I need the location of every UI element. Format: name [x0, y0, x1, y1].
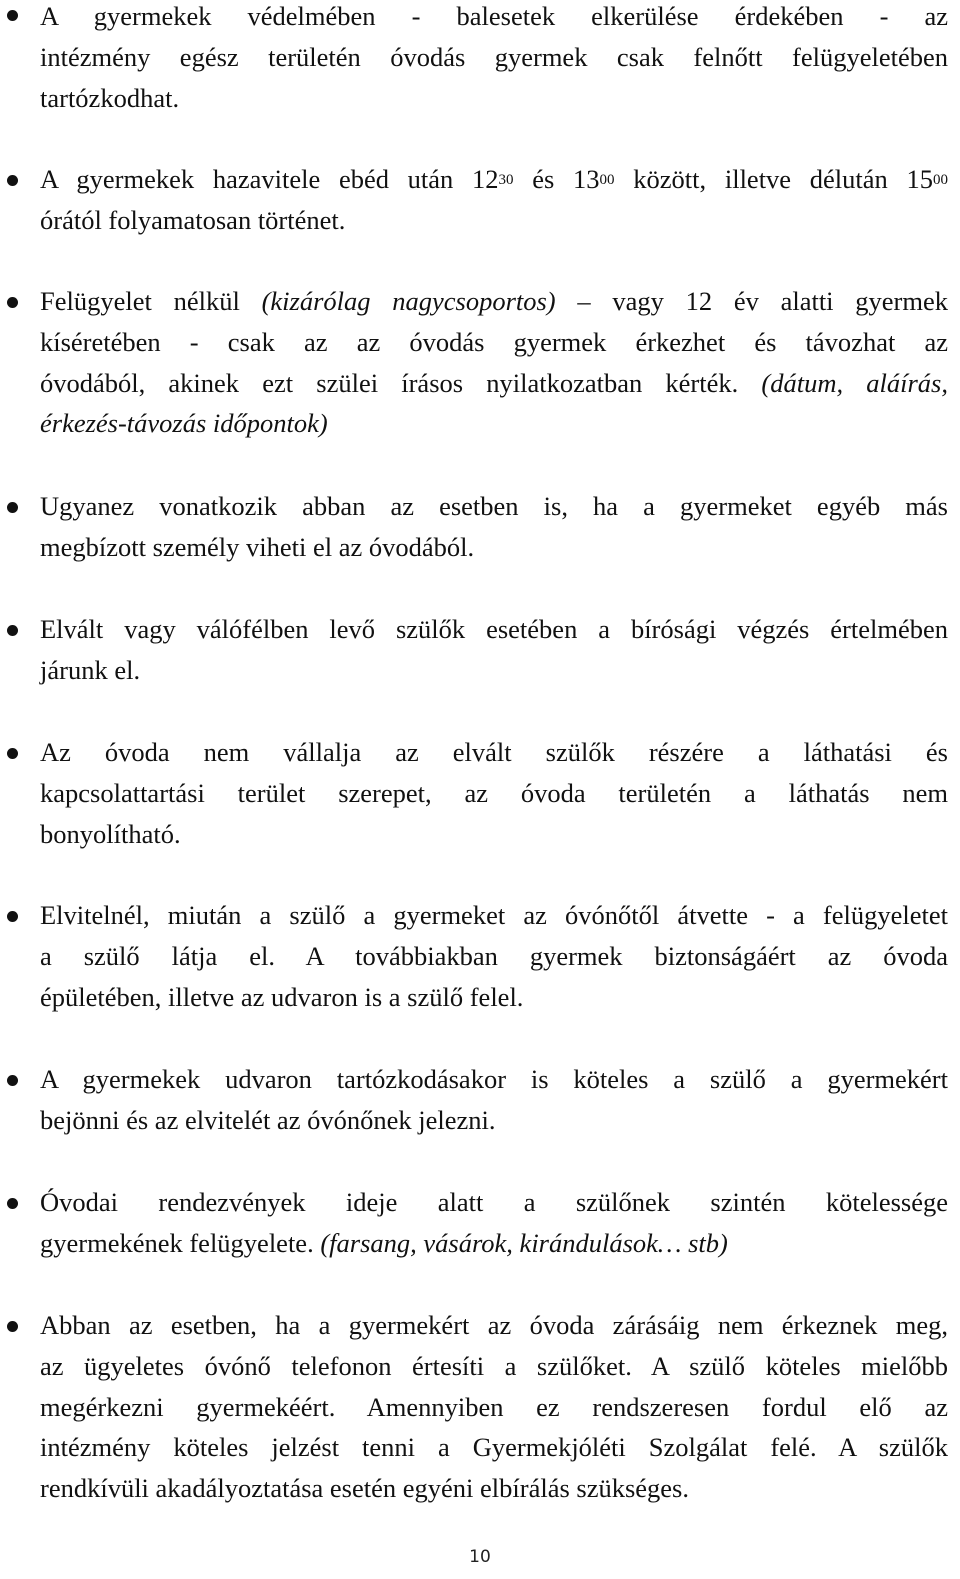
list-item-line: a szülő látja el. A továbbiakban gyermek biztonságáért az óvoda [40, 940, 948, 971]
superscript: 00 [599, 172, 615, 188]
list-item [40, 0, 948, 118]
list-item-line: kíséretében - csak az az óvodás gyermek érkezhet és távozhat az [40, 326, 948, 357]
list-item [40, 281, 948, 444]
list-item-line: az ügyeletes óvónő telefonon értesíti a szülőket. A szülő köteles mielőbb [40, 1350, 948, 1381]
list-item-line: A gyermekek udvaron tartózkodásakor is köteles a szülő a gyermekért [40, 1064, 948, 1094]
bullet-icon [7, 748, 18, 759]
list-item [40, 732, 948, 854]
italic-note: (dátum, aláírás, [761, 367, 948, 398]
list-item-line: Ugyanez vonatkozik abban az esetben is, ha a gyermeket egyéb más [40, 491, 948, 521]
list-item-line [40, 159, 948, 200]
list-item-line: A gyermekek védelmében - balesetek elkerülése érdekében - az [40, 1, 948, 31]
bullet-icon [7, 1321, 18, 1332]
page-number: 10 [469, 1547, 491, 1567]
list-item-line: Elvitelnél, miután a szülő a gyermeket az óvónőtől átvette - a felügyeletet [40, 900, 948, 930]
bullet-icon [7, 1198, 18, 1209]
list-item-line: megérkezni gyermekéért. Amennyiben ez rendszeresen fordul elő az [40, 1391, 948, 1422]
list-item-line: tartózkodhat. [40, 82, 180, 113]
list-item-line: Az óvoda nem vállalja az elvált szülők részére a láthatási és [40, 737, 948, 767]
superscript: 30 [498, 172, 514, 188]
list-item-line: intézmény köteles jelzést tenni a Gyermekjóléti Szolgálat felé. A szülők [40, 1432, 948, 1463]
list-item-line: Felügyelet nélkül (kizárólag nagycsoportos) – vagy 12 év alatti gyermek [40, 286, 948, 316]
list-item [40, 1059, 948, 1141]
list-item-line: bejönni és az elvitelét az óvónőnek jelezni. [40, 1104, 496, 1135]
list-item-line: járunk el. [40, 654, 141, 685]
bullet-icon [7, 10, 18, 21]
list-item-line: Abban az esetben, ha a gyermekért az óvoda zárásáig nem érkeznek meg, [40, 1310, 948, 1340]
list-item-line: óvodából, akinek ezt szülei írásos nyilatkozatban kérték. (dátum, aláírás, [40, 367, 948, 398]
bullet-icon [7, 911, 18, 922]
list-item [40, 609, 948, 691]
bullet-icon [7, 1075, 18, 1086]
list-item-line: megbízott személy viheti el az óvodából. [40, 531, 475, 562]
list-item-line: Óvodai rendezvények ideje alatt a szülőnek szintén kötelessége [40, 1187, 948, 1217]
list-item-line: rendkívüli akadályoztatása esetén egyéni elbírálás szükséges. [40, 1473, 689, 1504]
list-item-line: kapcsolattartási terület szerepet, az óvoda területén a láthatás nem [40, 777, 948, 808]
bullet-icon [7, 625, 18, 636]
list-item [40, 895, 948, 1017]
list-item [40, 1182, 948, 1264]
list-item-line: intézmény egész területén óvodás gyermek csak felnőtt felügyeletében [40, 41, 948, 72]
list-item-line: gyermekének felügyelete. (farsang, vásárok, kirándulások… stb) [40, 1227, 728, 1258]
list-item-line [40, 403, 948, 444]
superscript: 00 [933, 172, 948, 188]
list-item-line: órától folyamatosan történet. [40, 204, 346, 235]
text-run: A gyermekek hazavitele ebéd után $12^{30}$ és $13^{00}$ között, illetve délután $15^{00}$ [40, 164, 948, 194]
bullet-icon [7, 297, 18, 308]
list-item-line: épületében, illetve az udvaron is a szülő felel. [40, 981, 524, 1012]
list-item [40, 1305, 948, 1509]
list-item [40, 486, 948, 568]
list-item-line: Elvált vagy válófélben levő szülők esetében a bírósági végzés értelmében [40, 614, 948, 644]
list-item [40, 159, 948, 241]
bullet-icon [7, 502, 18, 513]
bullet-icon [7, 175, 18, 186]
italic-note: (kizárólag nagycsoportos) [261, 286, 556, 316]
list-item-line: bonyolítható. [40, 818, 181, 849]
italic-note: érkezés-távozás időpontok) [40, 408, 328, 439]
italic-note: (farsang, vásárok, kirándulások… stb) [320, 1227, 728, 1258]
